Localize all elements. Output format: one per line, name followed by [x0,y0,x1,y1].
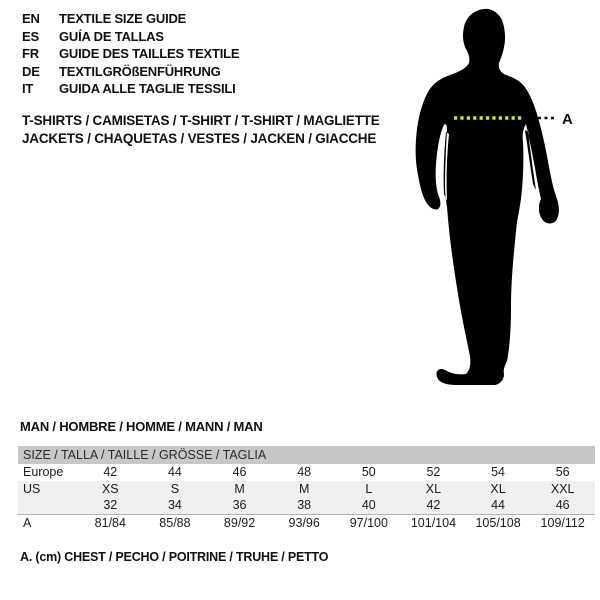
language-title: GUÍA DE TALLAS [59,28,164,44]
size-value: 56 [555,465,570,479]
size-value: XL [425,481,442,496]
size-value: 101/104 [410,515,457,530]
table-row-numeric [18,497,595,514]
man-silhouette-shape [416,9,559,385]
size-value: S [170,481,180,496]
size-value: 34 [167,498,182,512]
size-value: 105/108 [475,515,521,530]
size-value: 48 [297,465,312,479]
language-code: ES [22,28,39,44]
size-value: 42 [426,498,441,512]
size-value: L [365,481,373,496]
section-title: MAN / HOMBRE / HOMME / MANN / MAN [20,419,263,434]
man-silhouette [408,8,593,393]
size-value: 97/100 [349,515,388,530]
size-value: XXL [550,481,575,496]
size-value: M [234,481,245,496]
size-value: 38 [297,498,312,512]
language-title: GUIDE DES TAILLES TEXTILE [59,46,240,62]
size-value: 85/88 [159,515,191,530]
language-list [22,10,239,98]
row-label: Europe [23,465,64,479]
size-value: XS [101,481,119,496]
size-value: M [298,481,310,496]
size-table-header: SIZE / TALLA / TAILLE / GRÖSSE / TAGLIA [18,446,595,464]
language-row [22,45,239,63]
measure-label: A [562,111,573,128]
language-row [22,63,239,81]
size-value: 54 [491,465,506,479]
language-code: FR [22,46,39,62]
language-title: TEXTILGRÖßENFÜHRUNG [59,63,221,79]
size-value: 46 [232,465,247,479]
language-title: GUIDA ALLE TAGLIE TESSILI [59,81,236,97]
size-value: 81/84 [94,515,126,530]
size-value: 50 [361,465,376,479]
language-row [22,80,239,98]
language-code: EN [22,11,40,26]
category-list [22,112,380,148]
size-value: 109/112 [540,515,585,530]
row-label: A [23,515,32,530]
size-value: 89/92 [223,515,256,530]
row-label: US [23,481,41,496]
size-value: 93/96 [288,515,320,530]
size-value: 40 [361,498,376,512]
table-row-chest-a [18,514,595,531]
table-row-us [18,481,595,498]
table-row-europe [18,464,595,481]
category-tshirts: T-SHIRTS / CAMISETAS / T-SHIRT / T-SHIRT / MAGLIETTE [22,113,380,128]
language-code: DE [22,63,40,79]
category-jackets: JACKETS / CHAQUETAS / VESTES / JACKEN / GIACCHE [22,131,377,146]
size-value: 44 [491,498,506,512]
size-value: 46 [555,498,570,512]
size-value: 36 [232,498,247,512]
language-row [22,10,239,28]
language-code: IT [22,81,34,97]
size-value: 52 [426,465,441,479]
size-value: 42 [103,465,118,479]
language-title: TEXTILE SIZE GUIDE [59,11,187,26]
language-row [22,28,239,46]
measurement-note: A. (cm) CHEST / PECHO / POITRINE / TRUHE / PETTO [20,550,329,564]
size-value: 44 [167,465,182,479]
size-value: 32 [103,498,118,512]
size-value: XL [490,481,506,496]
size-table [18,446,595,530]
